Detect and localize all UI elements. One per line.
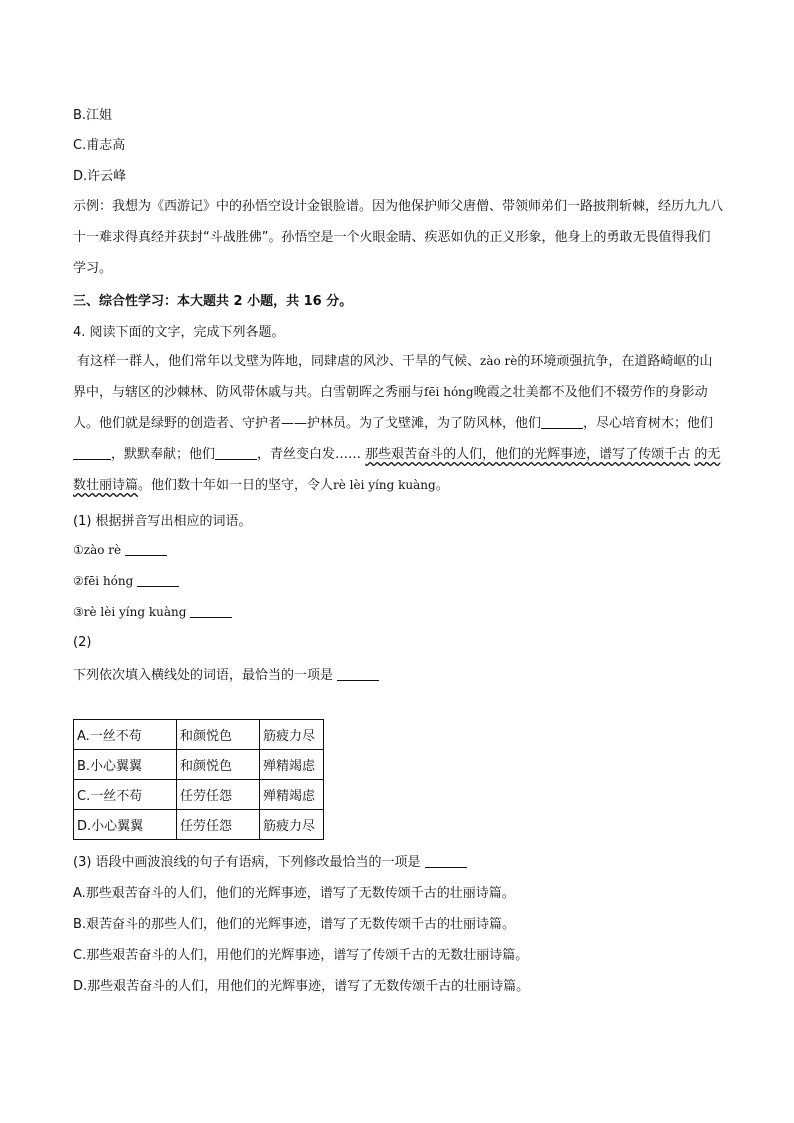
sub-question-2-number: (2)	[73, 635, 92, 650]
passage-text: ，尽心培育树木；他们	[583, 416, 714, 431]
option-d-prev: D.许云峰	[73, 169, 127, 184]
sub3-option-b: B.艰苦奋斗的那些人们，他们的光辉事迹，谱写了无数传颂千古的壮丽诗篇。	[73, 917, 516, 932]
passage-text: ，青丝变白发……	[257, 447, 362, 462]
sub3-option-c: C.那些艰苦奋斗的人们，用他们的光辉事迹，谱写了传颂千古的无数壮丽诗篇。	[73, 948, 529, 963]
fill-blank-2[interactable]	[73, 445, 111, 460]
answer-blank[interactable]	[337, 666, 379, 681]
fill-blank-1[interactable]	[541, 414, 583, 429]
sub1-item-label: ①zào rè	[73, 543, 122, 557]
pinyin-releiyingkuang: rè lèi yíng kuàng	[333, 478, 436, 492]
sub-question-3-prompt	[73, 851, 467, 870]
sub3-prompt-text: (3) 语段中画波浪线的句子有语病，下列修改最恰当的一项是	[73, 855, 421, 870]
fill-blank-3[interactable]	[215, 445, 257, 460]
sub1-item-1	[73, 541, 167, 557]
table-row	[74, 750, 324, 780]
passage-text: 有这样一群人，他们常年以戈壁为阵地，同肆虐的风沙、干旱的气候、	[77, 354, 481, 369]
answer-blank[interactable]	[425, 853, 467, 868]
sub1-item-2	[73, 572, 179, 588]
sub-question-1-title: (1) 根据拼音写出相应的词语。	[73, 514, 252, 529]
sub2-prompt-text: 下列依次填入横线处的词语，最恰当的一项是	[73, 668, 334, 683]
table-cell: 殚精竭虑	[260, 780, 324, 810]
table-cell: 筋疲力尽	[260, 720, 324, 750]
answer-blank[interactable]	[190, 603, 232, 618]
pinyin-feihong: fēi hóng	[424, 385, 474, 399]
passage-text: ，默默奉献；他们	[111, 447, 216, 462]
table-row	[74, 780, 324, 810]
reading-passage	[73, 346, 723, 501]
table-cell: C.一丝不苟	[74, 780, 177, 810]
passage-text: 的环境顽强抗争，在道路崎岖的山界中，与辖区的沙棘林、防风带休戚与共。白雪朝晖之秀丽与	[73, 354, 713, 400]
table-cell: 殚精竭虑	[260, 750, 324, 780]
table-cell: B.小心翼翼	[74, 750, 177, 780]
section-3-heading: 三、综合性学习：本大题共 2 小题，共 16 分。	[73, 294, 353, 309]
table-row	[74, 810, 324, 840]
table-cell: D.小心翼翼	[74, 810, 177, 840]
answer-blank[interactable]	[137, 572, 179, 587]
table-cell: A.一丝不苟	[74, 720, 177, 750]
sub3-option-a: A.那些艰苦奋斗的人们，他们的光辉事迹，谱写了无数传颂千古的壮丽诗篇。	[73, 886, 515, 901]
question-4-title: 4. 阅读下面的文字，完成下列各题。	[73, 325, 285, 340]
table-cell: 任劳任怨	[177, 810, 260, 840]
sub-question-2-prompt	[73, 664, 379, 683]
table-cell: 任劳任怨	[177, 780, 260, 810]
sub1-item-label: ③rè lèi yíng kuàng	[73, 605, 187, 619]
sub3-option-d: D.那些艰苦奋斗的人们，用他们的光辉事迹，谱写了无数传颂千古的壮丽诗篇。	[73, 979, 530, 994]
table-cell: 和颜悦色	[177, 720, 260, 750]
answer-blank[interactable]	[125, 541, 167, 556]
table-row	[74, 720, 324, 750]
wavy-underlined-sentence: 那些艰苦奋斗的人们，他们的光辉事迹，谱写了传颂千古	[365, 447, 691, 462]
example-paragraph: 示例：我想为《西游记》中的孙悟空设计金银脸谱。因为他保护师父唐僧、带领师弟们一路披荆斩棘，经历九九八十一难求得真经并获封“斗战胜佛”。孙悟空是一个火眼金睛、疾恶如仇的正义形象，他身上的勇敢无畏值得我们学习。	[73, 199, 724, 276]
pinyin-zaore: zào rè	[480, 354, 518, 368]
option-b-prev: B.江姐	[73, 108, 113, 123]
option-c-prev: C.甫志高	[73, 138, 126, 153]
passage-text: 晚霞之壮美都不及他们不辍劳作的身影动人。他们就是绿野的创造者、守护者——护林员。为了戈壁滩，为了防风林，他们	[73, 385, 708, 431]
passage-text: 。他们数十年如一日的坚守，令人	[138, 478, 334, 493]
sub1-item-3	[73, 603, 232, 619]
sub1-item-label: ②fēi hóng	[73, 574, 134, 588]
passage-text: 。	[435, 478, 449, 493]
wavy-underlined-sentence-end: 的无数壮丽诗篇	[73, 447, 721, 493]
table-cell: 筋疲力尽	[260, 810, 324, 840]
table-cell: 和颜悦色	[177, 750, 260, 780]
options-table	[73, 719, 324, 840]
